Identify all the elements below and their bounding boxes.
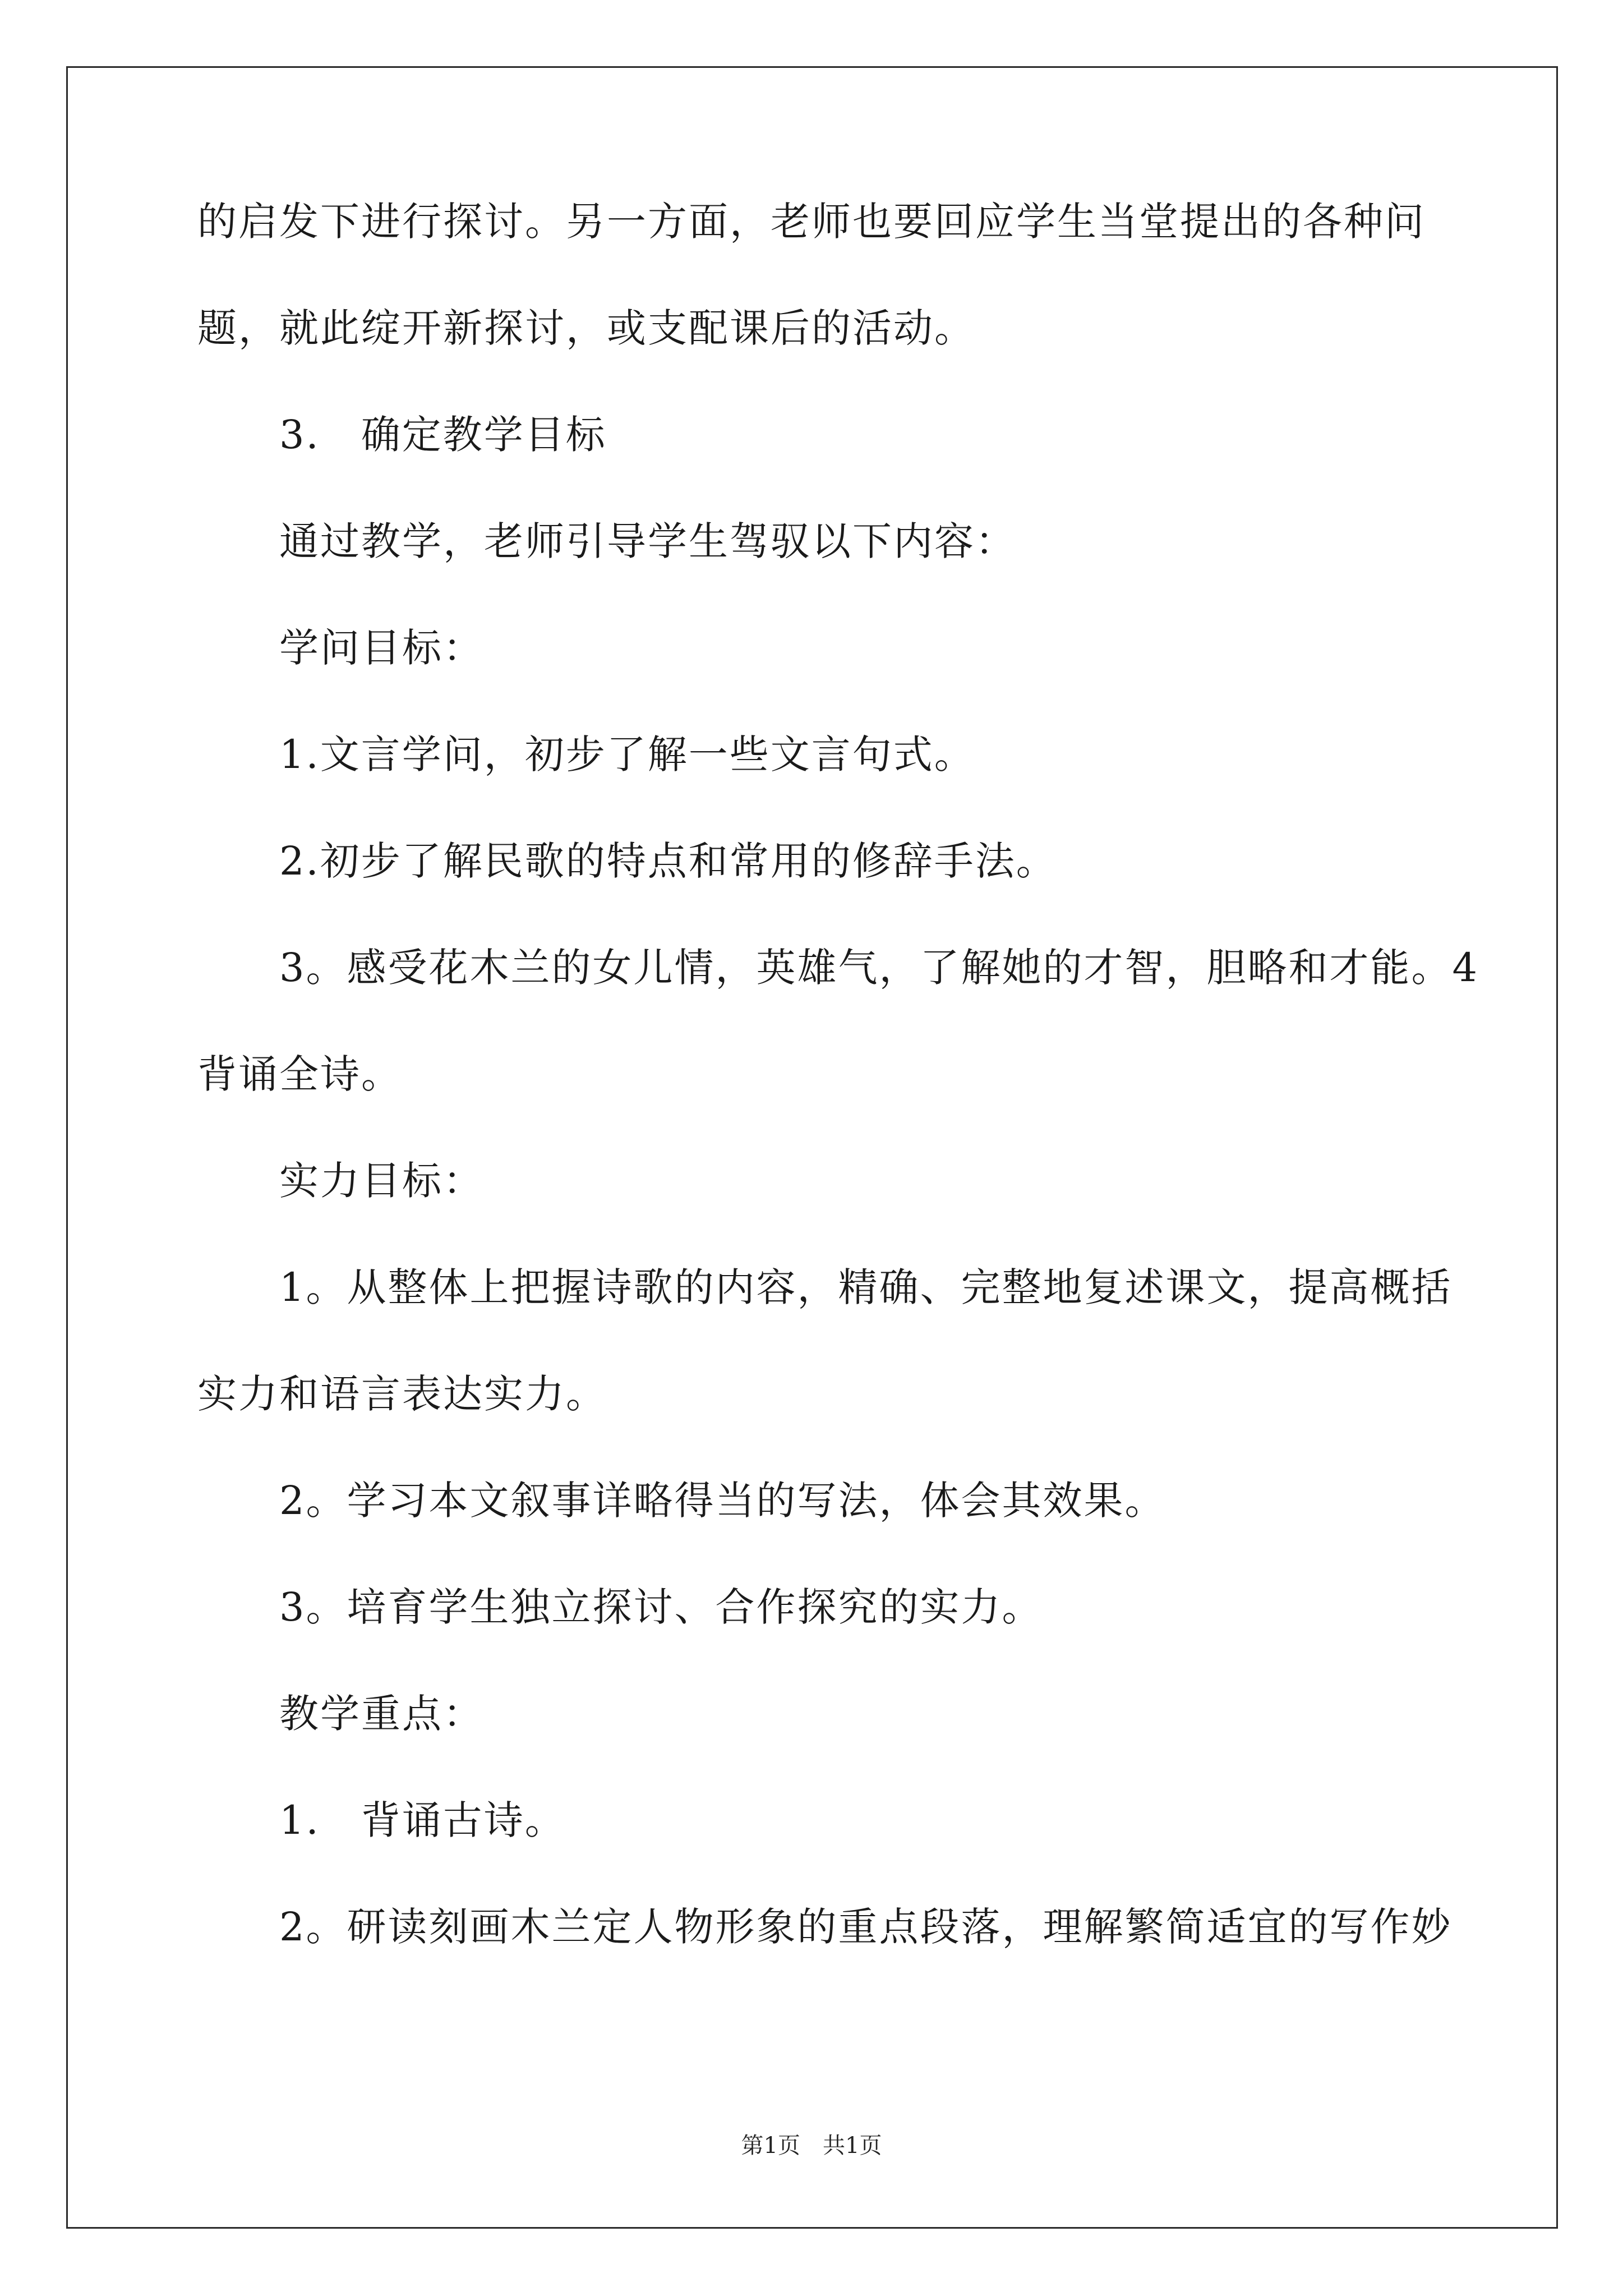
section-heading: 3. 确定教学目标	[279, 412, 607, 458]
list-item: 1.文言学问，初步了解一些文言句式。	[279, 731, 975, 777]
list-item: 3。感受花木兰的女儿情，英雄气，了解她的才智，胆略和才能。4	[279, 945, 1479, 991]
list-item: 2。研读刻画木兰定人物形象的重点段落，理解繁简适宜的写作妙	[279, 1904, 1453, 1950]
text-line: 实力和语言表达实力。	[197, 1371, 607, 1417]
subheading: 实力目标：	[279, 1158, 484, 1204]
subheading: 学问目标：	[279, 625, 484, 671]
text-line: 题，就此绽开新探讨，或支配课后的活动。	[197, 305, 975, 351]
list-item: 2。学习本文叙事详略得当的写法，体会其效果。	[279, 1478, 1166, 1524]
list-item: 3。培育学生独立探讨、合作探究的实力。	[279, 1584, 1043, 1630]
text-line: 的启发下进行探讨。另一方面，老师也要回应学生当堂提出的各种问	[197, 199, 1426, 245]
list-item: 2.初步了解民歌的特点和常用的修辞手法。	[279, 838, 1057, 884]
list-item: 1。从整体上把握诗歌的内容，精确、完整地复述课文，提高概括	[279, 1264, 1453, 1310]
text-line: 背诵全诗。	[197, 1051, 402, 1097]
page-number-footer: 第1页 共1页	[741, 2133, 882, 2159]
subheading: 教学重点：	[279, 1691, 484, 1737]
text-line: 通过教学，老师引导学生驾驭以下内容：	[279, 518, 1016, 564]
list-item: 1. 背诵古诗。	[279, 1797, 566, 1843]
